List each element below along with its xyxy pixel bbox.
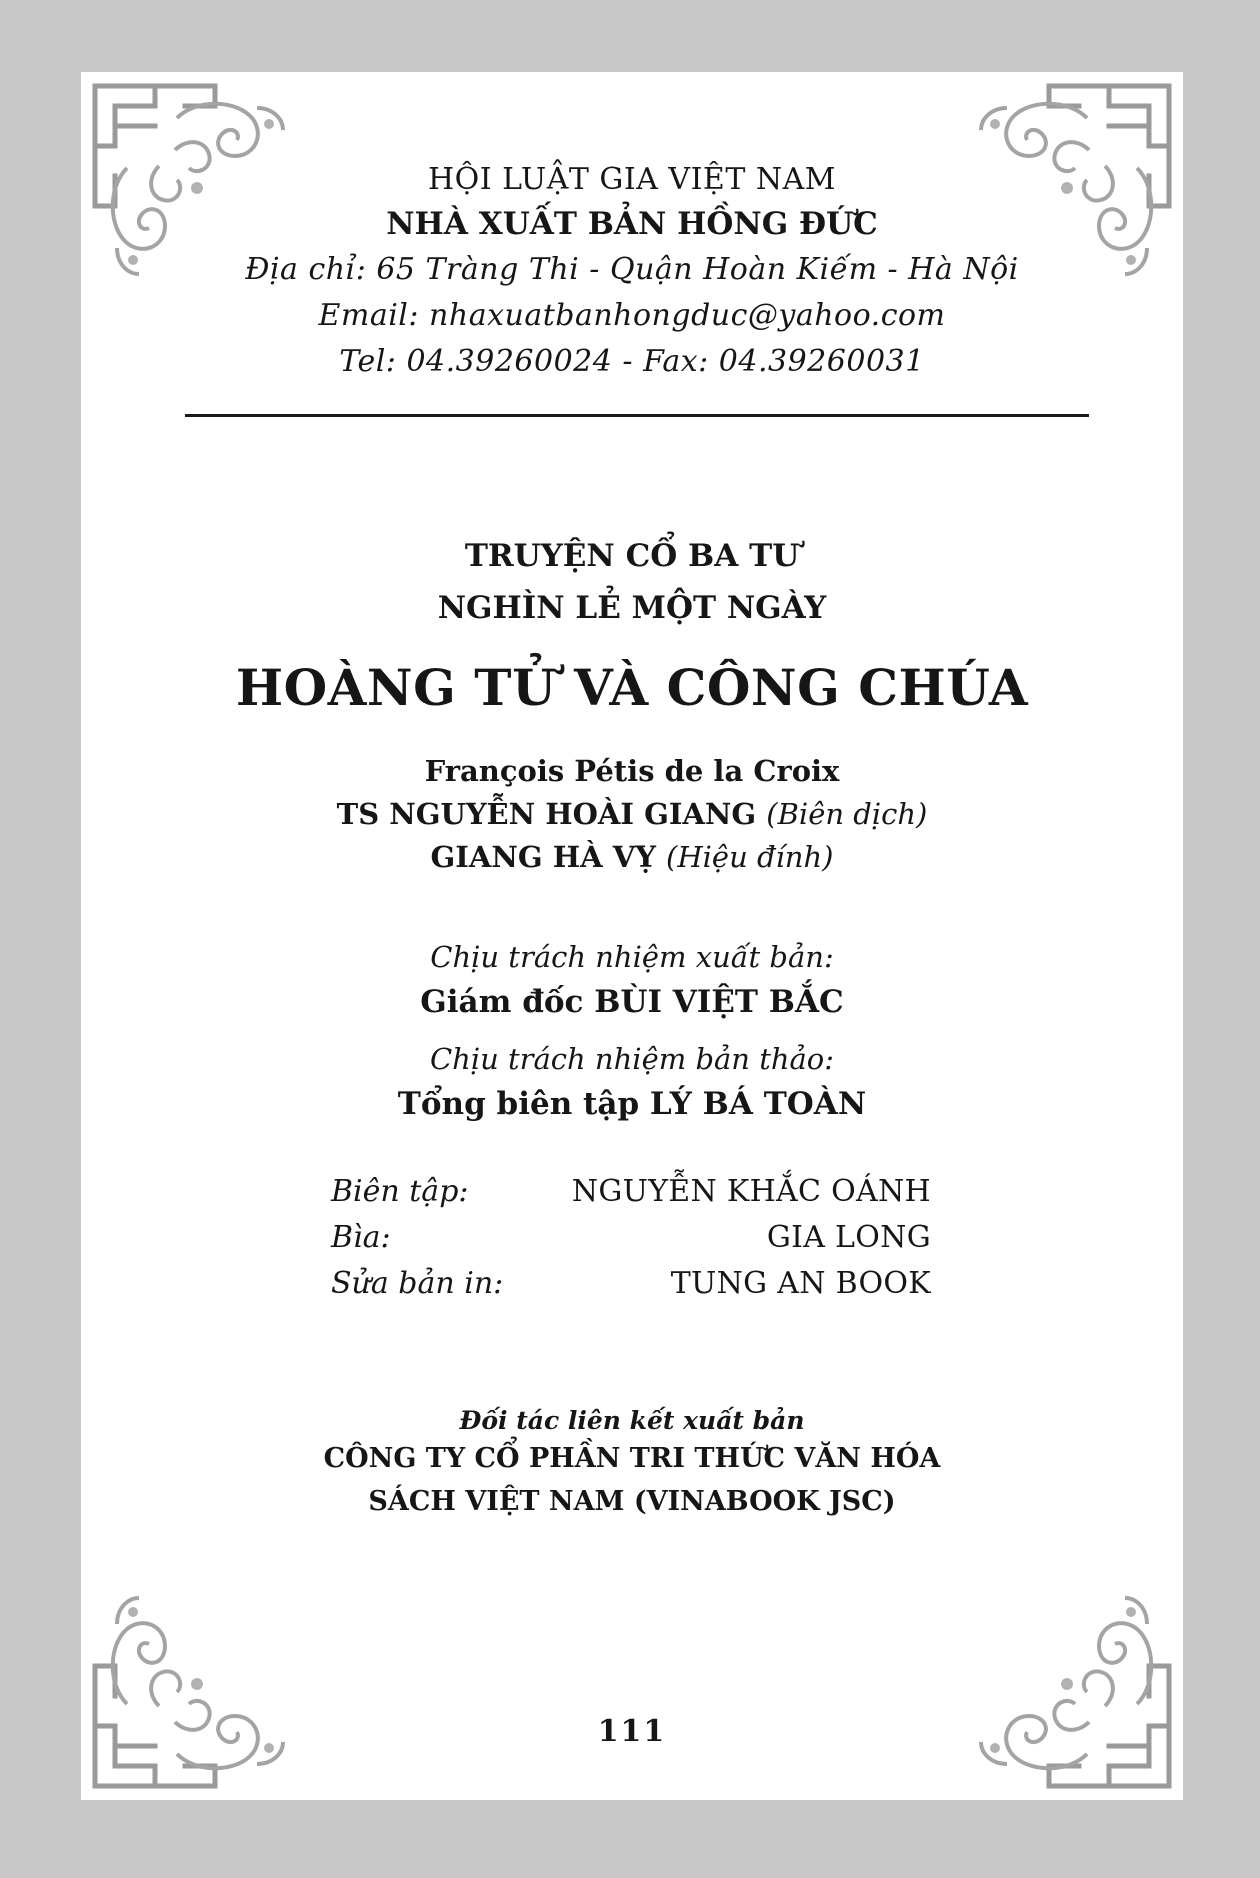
publisher-name: NHÀ XUẤT BẢN HỒNG ĐỨC bbox=[386, 206, 878, 242]
publishing-responsibility-name: Giám đốc BÙI VIỆT BẮC bbox=[420, 984, 844, 1020]
partner-label: Đối tác liên kết xuất bản bbox=[459, 1406, 805, 1435]
reviser-credit bbox=[81, 840, 1183, 874]
partner-name-line1: CÔNG TY CỔ PHẦN TRI THỨC VĂN HÓA bbox=[323, 1443, 941, 1474]
publishing-responsibility-label: Chịu trách nhiệm xuất bản: bbox=[430, 940, 834, 974]
credit-row-proofreading bbox=[331, 1266, 931, 1308]
publisher-tel-fax: Tel: 04.39260024 - Fax: 04.39260031 bbox=[339, 344, 925, 379]
credit-value: GIA LONG bbox=[766, 1220, 931, 1255]
draft-responsibility-name: Tổng biên tập LÝ BÁ TOÀN bbox=[397, 1086, 867, 1122]
draft-responsibility-label: Chịu trách nhiệm bản thảo: bbox=[429, 1042, 835, 1076]
publisher-address: Địa chỉ: 65 Tràng Thi - Quận Hoàn Kiếm - Hà Nội bbox=[245, 252, 1019, 287]
association-name: HỘI LUẬT GIA VIỆT NAM bbox=[427, 162, 837, 197]
credit-value: TUNG AN BOOK bbox=[670, 1266, 931, 1301]
credit-row-editor bbox=[331, 1174, 931, 1216]
translator-name: TS NGUYỄN HOÀI GIANG bbox=[336, 797, 757, 831]
partner-name-line2: SÁCH VIỆT NAM (VINABOOK JSC) bbox=[368, 1486, 896, 1517]
book-page bbox=[81, 72, 1183, 1800]
header-divider bbox=[185, 414, 1089, 417]
credit-label: Bìa: bbox=[331, 1220, 391, 1255]
credit-value: NGUYỄN KHẮC OÁNH bbox=[571, 1174, 931, 1209]
corner-ornament-bottom-right-icon bbox=[967, 1584, 1177, 1794]
reviser-role: (Hiệu đính) bbox=[666, 840, 834, 874]
reviser-name: GIANG HÀ VỴ bbox=[430, 840, 656, 874]
publisher-email: Email: nhaxuatbanhongduc@yahoo.com bbox=[318, 298, 946, 333]
credit-row-cover bbox=[331, 1220, 931, 1262]
book-title: HOÀNG TỬ VÀ CÔNG CHÚA bbox=[235, 658, 1029, 717]
corner-ornament-bottom-left-icon bbox=[87, 1584, 297, 1794]
author-name: François Pétis de la Croix bbox=[424, 754, 840, 788]
translator-credit bbox=[81, 797, 1183, 831]
series-title-line1: TRUYỆN CỔ BA TƯ bbox=[464, 538, 800, 574]
series-title-line2: NGHÌN LẺ MỘT NGÀY bbox=[437, 590, 827, 626]
credit-label: Sửa bản in: bbox=[331, 1266, 504, 1301]
page-number: 111 bbox=[597, 1714, 667, 1749]
translator-role: (Biên dịch) bbox=[766, 797, 928, 831]
credit-label: Biên tập: bbox=[331, 1174, 469, 1209]
